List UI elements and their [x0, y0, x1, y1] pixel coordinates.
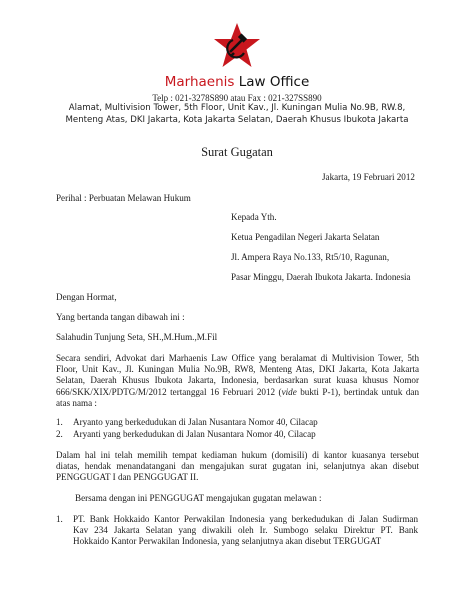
- list-item: Aryanti yang berkedudukan di Jalan Nusantara Nomor 40, Cilacap: [73, 429, 316, 439]
- paragraph-line: PENGGUGAT I dan PENGGUGAT II.: [56, 472, 199, 483]
- paragraph-line: Floor, Unit Kav., Jl. Kuningan Mulia No.9B, RW8, Menteng Atas, DKI Jakarta, Kota Jakarta: [56, 364, 419, 375]
- list-number: 1.: [56, 417, 63, 427]
- document-title: Surat Gugatan: [201, 145, 273, 159]
- paragraph-line: Dalam hal ini telah memilih tempat kediaman hukum (domisili) di kantor kuasanya tersebut: [56, 450, 419, 460]
- letter-date: Jakarta, 19 Februari 2012: [322, 172, 415, 182]
- paragraph-against: Bersama dengan ini PENGGUGAT mengajukan gugatan melawan :: [75, 493, 322, 503]
- list-number: 1.: [56, 514, 63, 524]
- letterhead-address: [0, 103, 474, 126]
- firm-name-red: Marhaenis: [164, 74, 235, 90]
- firm-name-black: Law Office: [238, 74, 310, 90]
- paragraph-line: Secara sendiri, Advokat dari Marhaenis Law Office yang beralamat di Multivision Tower, 5th: [56, 353, 419, 363]
- telp-fax-line: Telp : 021-3278S890 atau Fax : 021-327SS890: [152, 93, 322, 103]
- list-item: Aryanto yang berkedudukan di Jalan Nusantara Nomor 40, Cilacap: [73, 417, 318, 427]
- paragraph-domicile: [56, 450, 419, 484]
- vide-italic: vide: [281, 386, 297, 397]
- defendant-item: [73, 514, 418, 548]
- firm-name: [0, 74, 474, 90]
- signer-name: Salahudin Tunjung Seta, SH.,M.Hum.,M.Fil: [56, 332, 218, 342]
- paragraph-line: Kav 234 Jakarta Selatan yang diwakili oleh Ir. Sumbogo selaku Direktur PT. Bank: [73, 525, 418, 536]
- paragraph-line: diatas, hendak menandatangani dan mengajukan surat gugatan ini, selanjutnya akan disebut: [56, 461, 419, 472]
- paragraph-line: atas nama :: [56, 397, 97, 408]
- paragraph-mandate: [56, 353, 419, 409]
- address-line: Menteng Atas, DKI Jakarta, Kota Jakarta Selatan, Daerah Khusus Ibukota Jakarta: [65, 114, 409, 125]
- paragraph-line: Hokkaido Kantor Perwakilan Indonesia, yang selanjutnya akan disebut TERGUGAT: [73, 536, 382, 547]
- hammer-sickle-star-logo: [213, 22, 261, 70]
- paragraph-line: Selatan, Daerah Khusus Ibukota Jakarta, Indonesia, berdasarkan surat kuasa khusus Nomor: [56, 375, 419, 386]
- line-part: bukti P-1), bertindak untuk dan: [296, 386, 419, 397]
- recipient-address-1: Jl. Ampera Raya No.133, Rt5/10, Ragunan,: [231, 252, 390, 262]
- perihal: Perihal : Perbuatan Melawan Hukum: [56, 193, 191, 203]
- recipient-greeting: Kepada Yth.: [231, 212, 277, 222]
- signer-intro: Yang bertanda tangan dibawah ini :: [56, 312, 185, 322]
- line-part: 666/SKK/XIX/PDTG/M/2012 tertanggal 16 Februari 2012 (: [56, 386, 282, 397]
- recipient-name: Ketua Pengadilan Negeri Jakarta Selatan: [231, 232, 380, 242]
- recipient-address-2: Pasar Minggu, Daerah Ibukota Jakarta. Indonesia: [231, 272, 411, 282]
- salutation: Dengan Hormat,: [56, 292, 117, 302]
- address-line: Alamat, Multivision Tower, 5th Floor, Unit Kav., Jl. Kuningan Mulia No.9B, RW.8,: [68, 103, 406, 113]
- paragraph-line: [56, 387, 419, 398]
- paragraph-line: PT. Bank Hokkaido Kantor Perwakilan Indonesia yang berkedudukan di Jalan Sudirman: [73, 514, 418, 524]
- list-number: 2.: [56, 429, 63, 439]
